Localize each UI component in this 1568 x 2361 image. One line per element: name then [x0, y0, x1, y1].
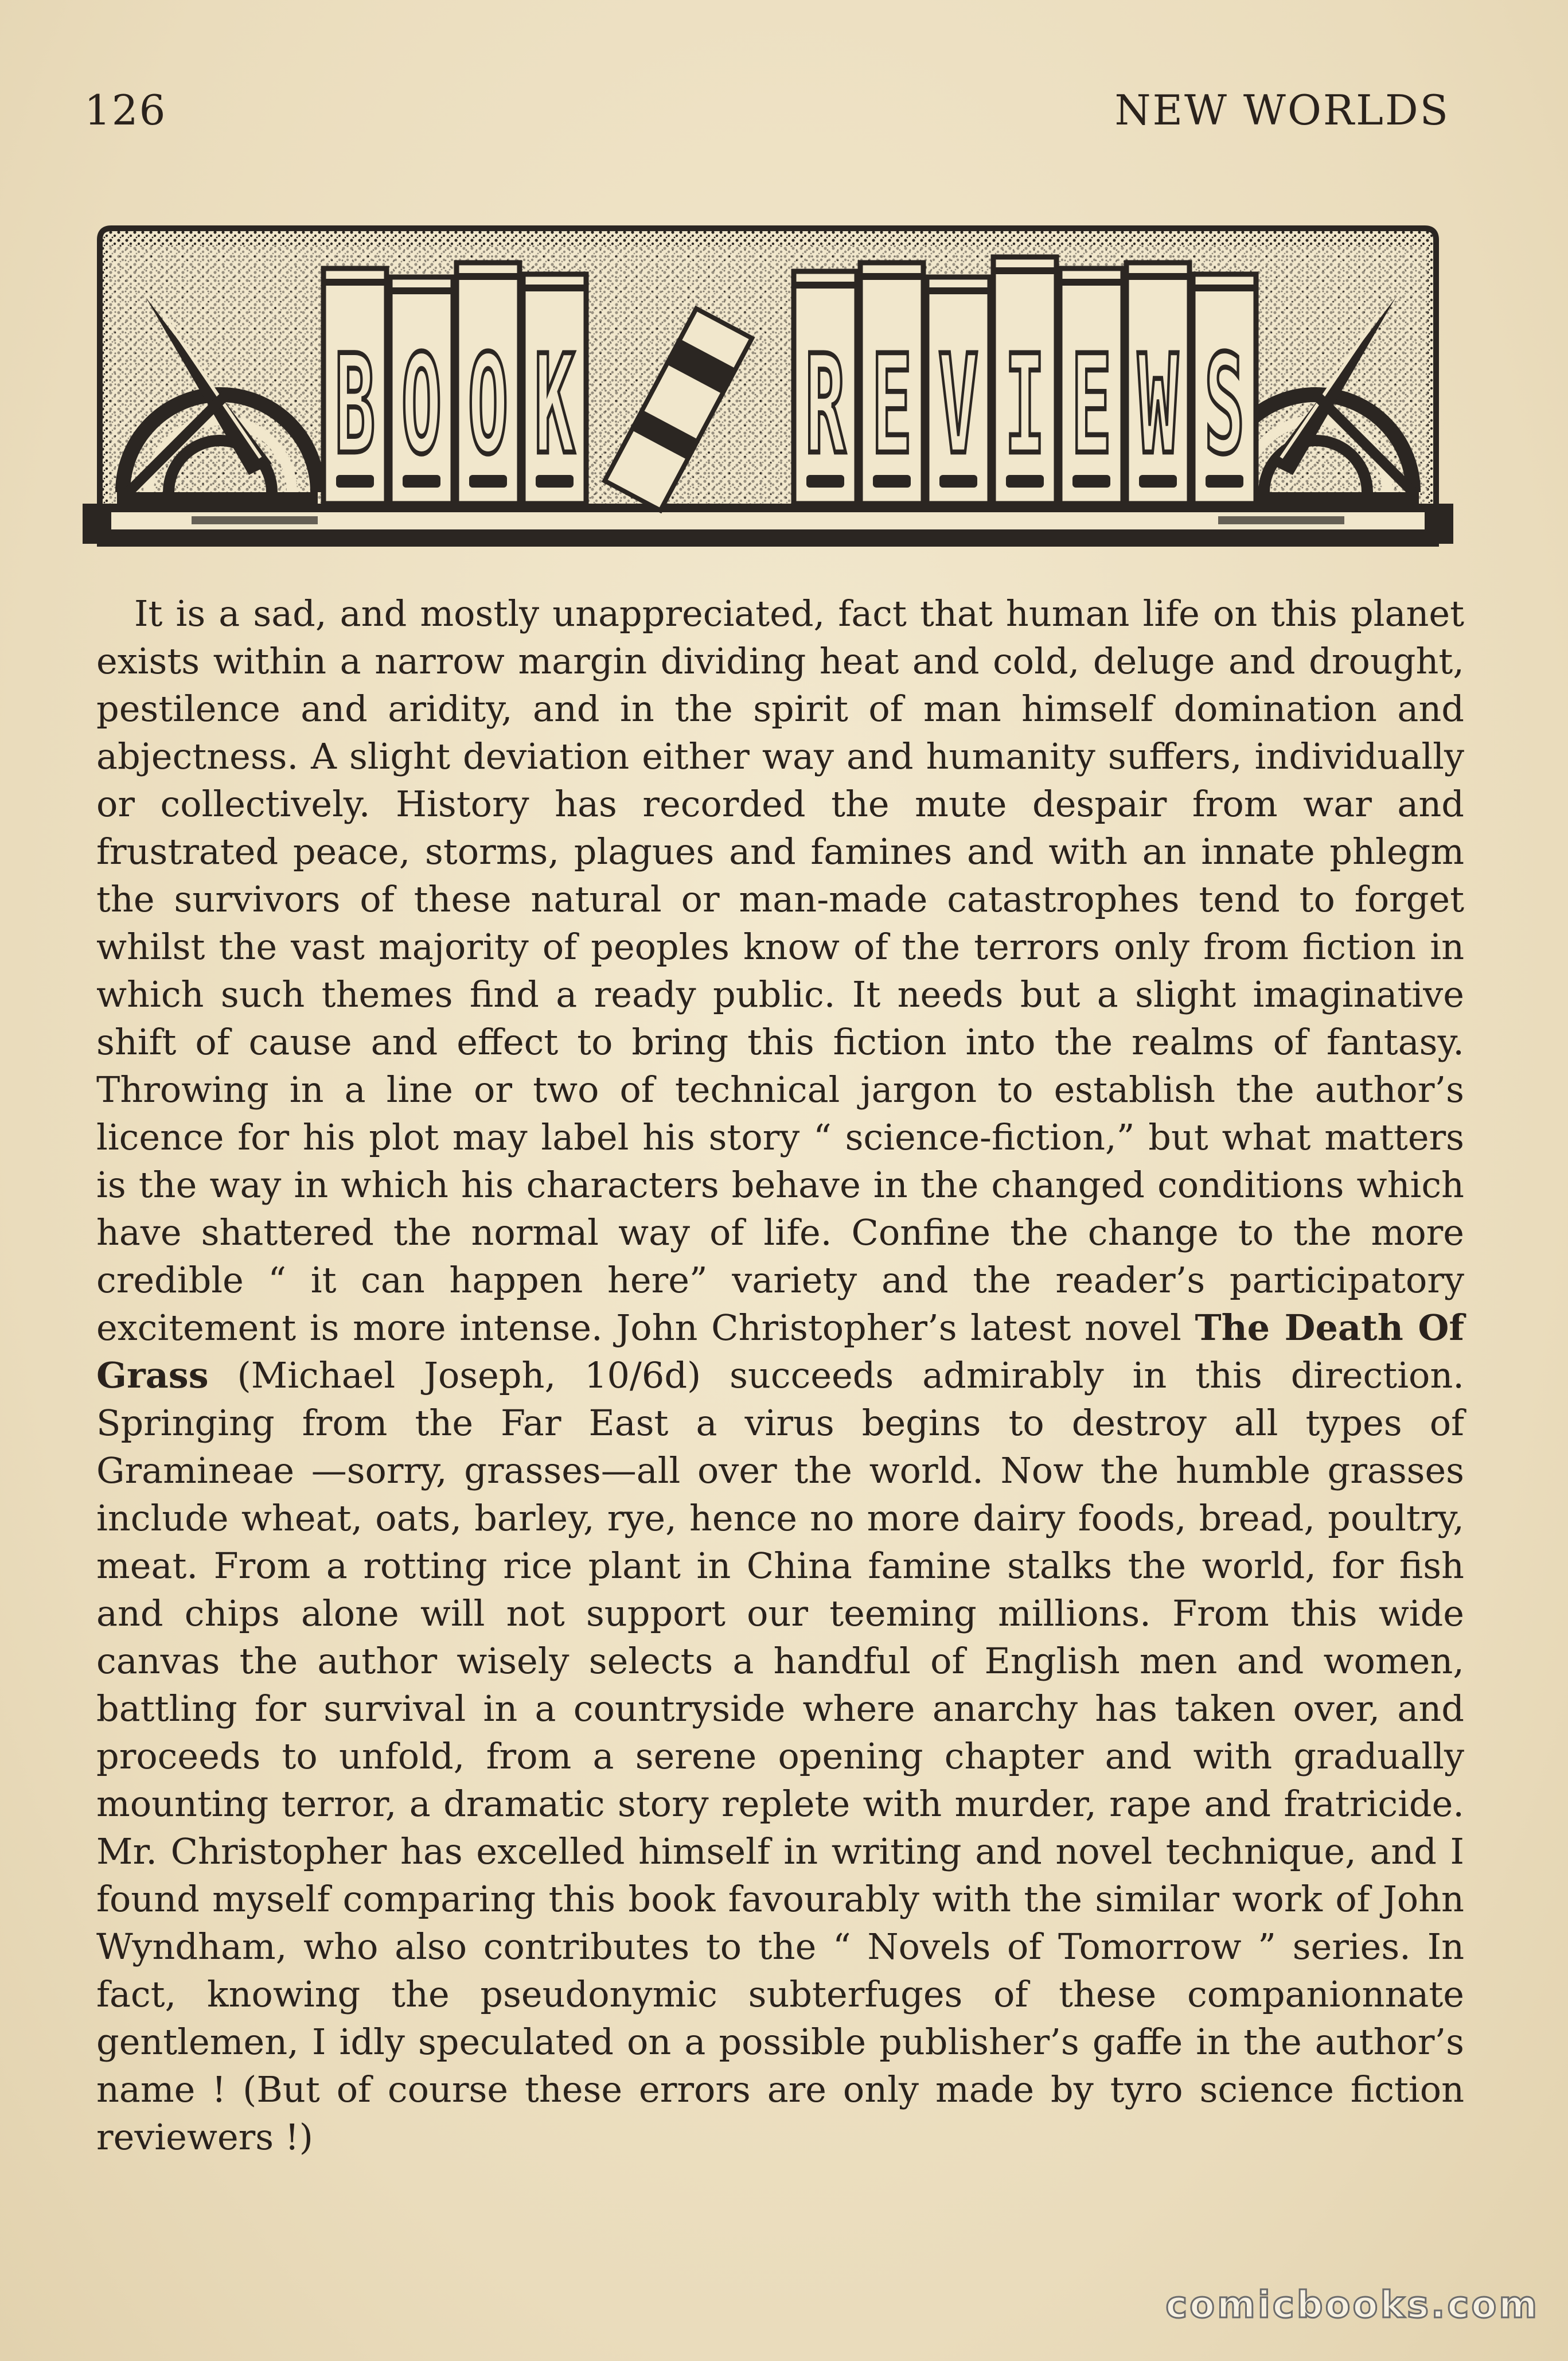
banner-book-spine — [860, 263, 923, 504]
banner-book-spine — [927, 277, 990, 504]
banner-letter: R — [805, 326, 846, 485]
banner-letter: O — [401, 326, 442, 485]
book-reviews-banner — [77, 223, 1459, 567]
banner-letter: I — [1004, 326, 1046, 485]
running-head: NEW WORLDS — [1114, 86, 1450, 134]
banner-letter: K — [534, 326, 575, 485]
review-text-part-1: It is a sad, and mostly unappreciated, fact that human life on this planet exists within a narrow margin dividing heat and cold, deluge and drought, pestilence and aridity, and in the spirit of man himself domination and abjectness. A slight deviation either way and humanity suffers, individually or collectively. History has recorded the mute despair from war and frustrated peace, storms, plagues and famines and with an innate phlegm the survivors of these natural or man-made catastrophes tend to forget whilst the vast majority of peoples know of the terrors only from fiction in which such themes find a ready public. It needs but a slight imaginative shift of cause and effect to bring this fiction into the realms of fantasy. Throwing in a line or two of technical jargon to establish the author’s licence for his plot may label his story “ science-fiction,” but what matters is the way in which his characters behave in the changed conditions which have shattered the normal way of life. Confine the change to the more credible “ it can happen here” variety and the reader’s participatory excitement is more intense. John Christopher’s latest novel — [96, 593, 1464, 1349]
banner-letter: V — [938, 326, 979, 485]
banner-book-spine — [457, 263, 520, 504]
banner-book-spine — [1193, 274, 1256, 504]
review-body — [96, 590, 1464, 2161]
banner-book-spine — [390, 277, 453, 504]
book-title: The Death Of Grass — [96, 1307, 1465, 1396]
review-text-part-2: (Michael Joseph, 10/6d) succeeds admirably in this direction. Springing from the Far East a virus begins to destroy all types of Gramineae —sorry, grasses—all over the world. Now the humble grasses include wheat, oats, barley, rye, hence no more dairy foods, bread, poultry, meat. From a rotting rice plant in China famine stalks the world, for fish and chips alone will not support our teeming millions. From this wide canvas the author wisely selects a handful of English men and women, battling for survival in a countryside where anarchy has taken over, and proceeds to unfold, from a serene opening chapter and with gradually mounting terror, a dramatic story replete with murder, rape and fratricide. Mr. Christopher has excelled himself in writing and novel technique, and I found myself comparing this book favourably with the similar work of John Wyndham, who also contributes to the “ Novels of Tomorrow ” series. In fact, knowing the pseudonymic subterfuges of these companionnate gentlemen, I idly speculated on a possible publisher’s gaffe in the author’s name ! (But of course these errors are only made by tyro science fiction reviewers !) — [96, 1354, 1464, 2158]
banner-book-spine — [1060, 268, 1123, 504]
banner-book-spine — [323, 268, 387, 504]
banner-letter: S — [1204, 326, 1245, 485]
banner-book-spine — [1126, 263, 1189, 504]
banner-letter: B — [334, 326, 376, 485]
banner-letter: O — [467, 326, 509, 485]
banner-letter: E — [1071, 326, 1112, 485]
page-number: 126 — [84, 86, 167, 134]
watermark: comicbooks.com — [1165, 2284, 1539, 2327]
banner-graphic — [77, 223, 1459, 567]
banner-book-spine — [993, 257, 1056, 504]
banner-letter: E — [871, 326, 912, 485]
banner-letter: W — [1137, 326, 1179, 485]
banner-book-spine — [523, 274, 586, 504]
banner-book-spine — [794, 271, 857, 504]
